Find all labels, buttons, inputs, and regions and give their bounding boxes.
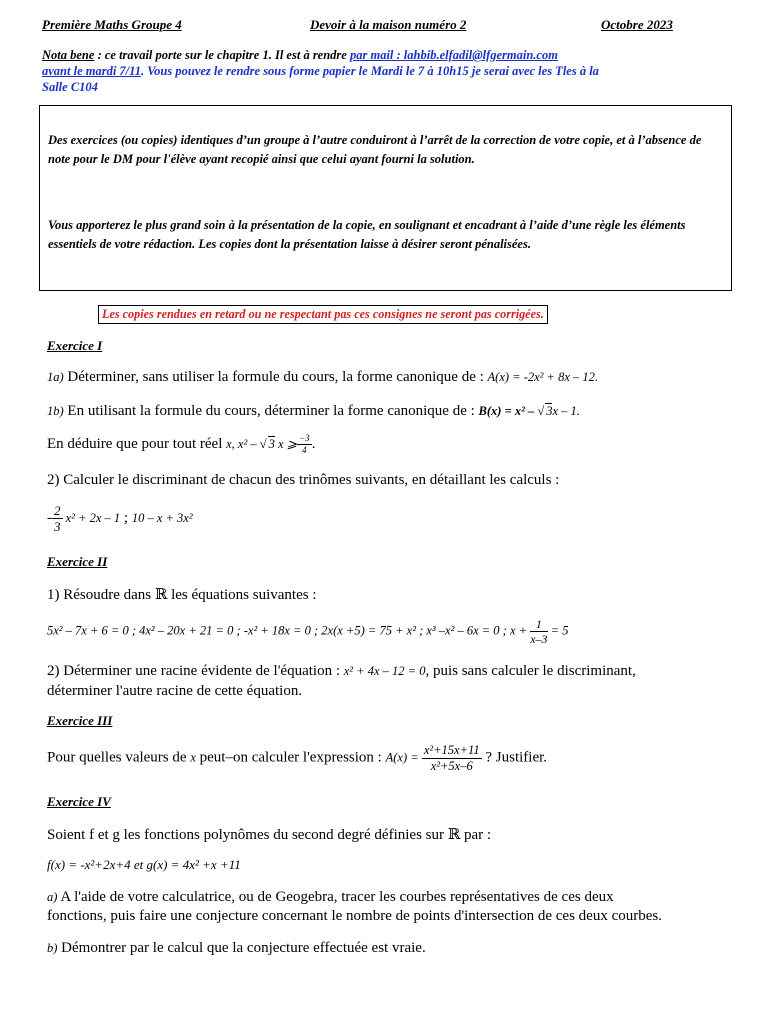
ex1-q1a-text: Déterminer, sans utiliser la formule du cours, la forme canonique de : <box>63 369 488 385</box>
ex1-q2-sep: ; <box>120 509 132 526</box>
ex3-end: ? Justifier. <box>481 749 548 766</box>
ex1-q1a-expr: A(x) = -2x² + 8x – 12. <box>487 370 599 384</box>
ex1-q2-sign: - <box>47 509 52 526</box>
exercise-4-title: Exercice IV <box>47 794 111 809</box>
ex1-q1b-text: En utilisant la formule du cours, déterminer la forme canonique de : <box>63 403 479 419</box>
ex2-equations-list: 5x² – 7x + 6 = 0 ; 4x² – 20x + 21 = 0 ; -x² + 18x = 0 ; 2x(x +5) = 75 + x² ; x³ –x² – 6x = 0 ; x + <box>47 623 531 638</box>
ex4-qa-line1 <box>47 889 614 906</box>
ex1-q1b-label: 1b) <box>47 404 64 418</box>
ex4-qa-label: a) <box>47 890 58 904</box>
rules-paragraph-2: Vous apporterez le plus grand soin à la présentation de la copie, en soulignant et encadrant à l’aide d’une règle les éléments essentiels de votre rédaction. Les copies dont la présentation laisse à désirer seront pénalisées. <box>48 218 686 251</box>
note-line-1 <box>42 47 558 63</box>
ex4-qb <box>47 940 426 957</box>
late-warning: Les copies rendues en retard ou ne respectant pas ces consignes ne seront pas corrigées. <box>98 305 548 324</box>
ex2-equations <box>47 618 568 645</box>
ex3-expr: A(x) = <box>385 750 422 765</box>
rules-box <box>39 105 732 291</box>
ex1-deduce-expr: x, x² – √ 3 x ⩾ <box>226 436 298 451</box>
ex1-deduce-expr-b: x ⩾ <box>274 436 298 451</box>
ex1-q2-expr-b: 10 – x + 3x² <box>131 510 193 525</box>
ex1-q2-expr-a: x² + 2x – 1 <box>62 510 121 525</box>
ex3-fraction <box>422 744 482 772</box>
exercise-1-title: Exercice I <box>47 338 103 353</box>
ex1-q1a-label: 1a) <box>47 370 64 384</box>
ex2-q1: 1) Résoudre dans ℝ les équations suivantes : <box>47 587 317 603</box>
rules-paragraph-1: Des exercices (ou copies) identiques d’un groupe à l’autre conduiront à l’arrêt de la correction de votre copie, et à l’absence de note pour le DM pour l'élève ayant recopié ainsi que celui ayant fourni la solution. <box>48 133 702 166</box>
ex1-q2-num: 2 <box>54 503 61 518</box>
ex2-q2-text-b: , puis sans calculer le discriminant, <box>425 663 636 679</box>
header-title: Devoir à la maison numéro 2 <box>310 17 467 32</box>
mail-link[interactable]: par mail : lahbib.elfadil@lfgermain.com <box>349 48 558 62</box>
ex2-eq-num: 1 <box>530 618 547 632</box>
ex2-q2-text-a: 2) Déterminer une racine évidente de l'équation : <box>47 663 344 679</box>
ex1-q2-fraction <box>52 504 63 533</box>
ex4-qa-text: A l'aide de votre calculatrice, ou de Geogebra, tracer les courbes représentatives de ces deux <box>57 889 614 905</box>
ex4-qb-label: b) <box>47 941 58 955</box>
ex1-q1b <box>47 403 580 420</box>
ex1-q2: 2) Calculer le discriminant de chacun des trinômes suivants, en détaillant les calculs : <box>47 472 560 488</box>
ex1-q1a <box>47 369 598 386</box>
ex1-deduce-den: 4 <box>302 445 307 455</box>
note-line-2 <box>42 63 599 79</box>
ex1-deduce-expr-a: x, x² – <box>226 436 260 451</box>
ex2-q2-line2: déterminer l'autre racine de cette équation. <box>47 683 303 699</box>
header-left: Première Maths Groupe 4 <box>42 17 182 32</box>
note-paper-text: . Vous pouvez le rendre sous forme papier le Mardi le 7 à 10h15 je serai avec les Tles à la <box>140 64 599 78</box>
ex1-q1b-expr-a: B(x) = x² – <box>478 404 538 418</box>
note-line-3: Salle C104 <box>42 80 98 94</box>
header-date: Octobre 2023 <box>601 17 673 32</box>
ex2-q2-line1 <box>47 663 636 680</box>
ex3-var: x <box>190 750 196 765</box>
ex4-intro: Soient f et g les fonctions polynômes du second degré définies sur ℝ par : <box>47 827 492 843</box>
ex3-text-b: peut–on calculer l'expression : <box>195 749 386 766</box>
ex1-deduce: En déduire que pour tout réel x, x² – √ 3 x ⩾ $\frac{-3}{4}$ . <box>47 433 316 455</box>
ex1-deduce-text: En déduire que pour tout réel <box>47 435 227 452</box>
ex4-definitions: f(x) = -x²+2x+4 et g(x) = 4x² +x +11 <box>47 857 241 872</box>
ex3-den: x²+5x–6 <box>430 758 473 773</box>
exercise-3-title: Exercice III <box>47 713 113 728</box>
ex3-text-a: Pour quelles valeurs de <box>47 749 191 766</box>
ex4-qb-text: Démontrer par le calcul que la conjecture effectuée est vraie. <box>57 940 426 956</box>
ex1-q1b-expr-b: x – 1. <box>552 404 580 418</box>
ex3-question <box>47 744 547 772</box>
ex1-deduce-fraction <box>297 434 312 455</box>
ex2-eq-end: = 5 <box>547 623 569 638</box>
ex1-q1b-sqrt: 3 <box>546 404 553 418</box>
note-deadline: avant le mardi 7/11 <box>42 64 141 78</box>
ex2-q2-expr: x² + 4x – 12 = 0 <box>343 664 426 678</box>
ex4-qa-line2: fonctions, puis faire une conjecture concernant le nombre de points d'intersection de ces deux courbes. <box>47 908 662 924</box>
ex3-num: x²+15x+11 <box>423 743 480 757</box>
ex1-deduce-num: −3 <box>299 433 310 443</box>
ex2-eq-den: x–3 <box>530 632 548 646</box>
ex2-eq-fraction <box>530 618 547 645</box>
note-text: : ce travail porte sur le chapitre 1. Il est à rendre <box>94 48 350 62</box>
ex1-q2-den: 3 <box>54 519 61 534</box>
ex1-q1b-expr: B(x) = x² – √ 3x – 1. <box>478 404 580 418</box>
ex1-trinomials <box>47 504 193 533</box>
ex1-deduce-sqrt: 3 <box>268 436 275 451</box>
exercise-2-title: Exercice II <box>47 554 108 569</box>
note-label: Nota bene <box>42 48 95 62</box>
